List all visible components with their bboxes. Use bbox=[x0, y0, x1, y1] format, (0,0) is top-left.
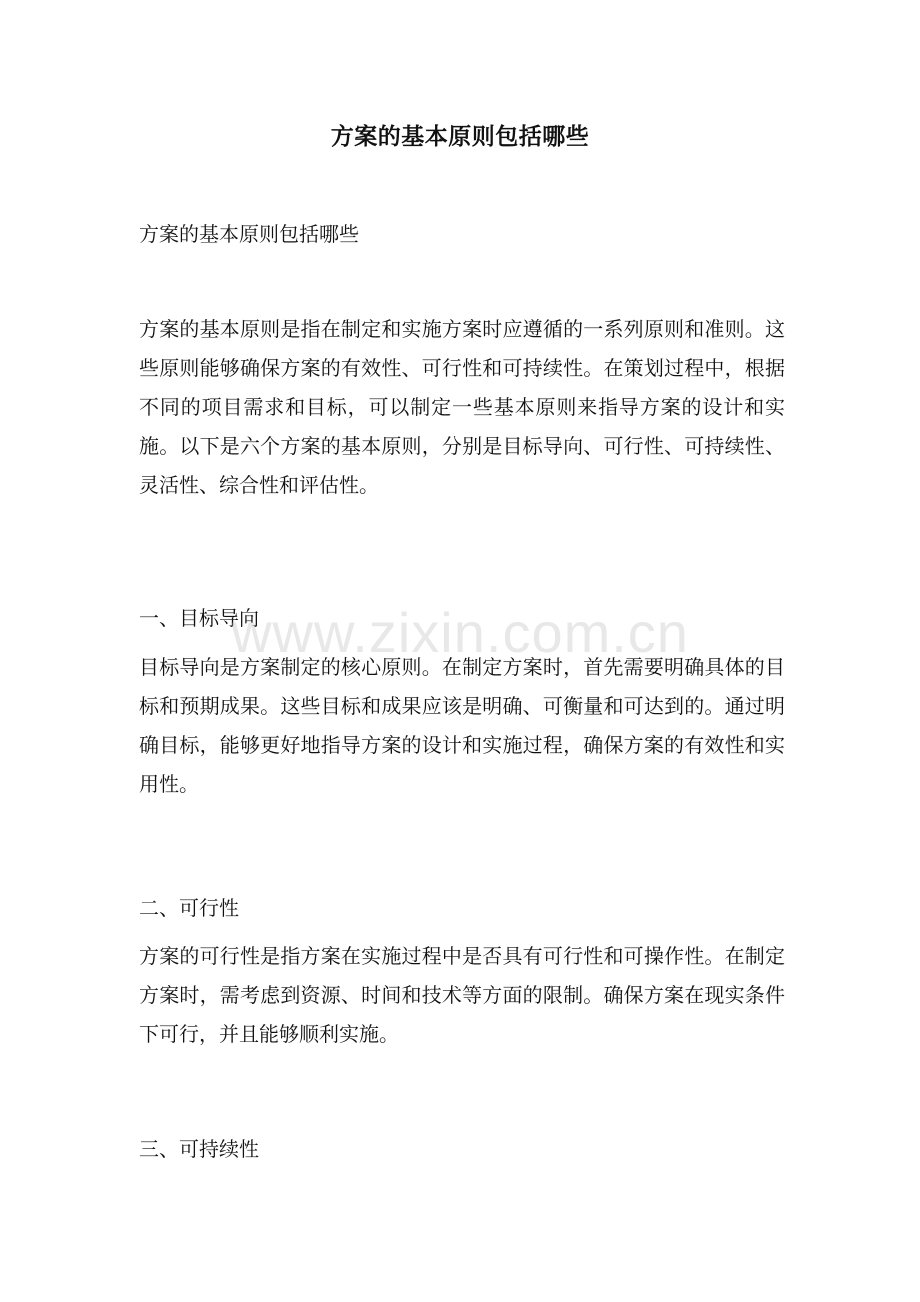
watermark: www.zixin.com.cn bbox=[231, 601, 689, 664]
document-title: 方案的基本原则包括哪些 bbox=[330, 123, 590, 150]
section-body-1: 目标导向是方案制定的核心原则。在制定方案时，首先需要明确具体的目标和预期成果。这些目标和成果应该是明确、可衡量和可达到的。通过明确目标，能够更好地指导方案的设计和实施过程，确保方案的有效性和实用性。 bbox=[139, 655, 785, 796]
section-body-2: 方案的可行性是指方案在实施过程中是否具有可行性和可操作性。在制定方案时，需考虑到资源、时间和技术等方面的限制。确保方案在现实条件下可行，并且能够顺利实施。 bbox=[139, 944, 785, 1046]
document-subtitle: 方案的基本原则包括哪些 bbox=[139, 222, 359, 246]
section-heading-3: 三、可持续性 bbox=[139, 1137, 259, 1161]
section-heading-1: 一、目标导向 bbox=[139, 606, 259, 630]
section-heading-2: 二、可行性 bbox=[139, 896, 239, 920]
intro-paragraph: 方案的基本原则是指在制定和实施方案时应遵循的一系列原则和准则。这些原则能够确保方案的有效性、可行性和可持续性。在策划过程中，根据不同的项目需求和目标，可以制定一些基本原则来指导方案的设计和实施。以下是六个方案的基本原则，分别是目标导向、可行性、可持续性、灵活性、综合性和评估性。 bbox=[139, 317, 785, 497]
